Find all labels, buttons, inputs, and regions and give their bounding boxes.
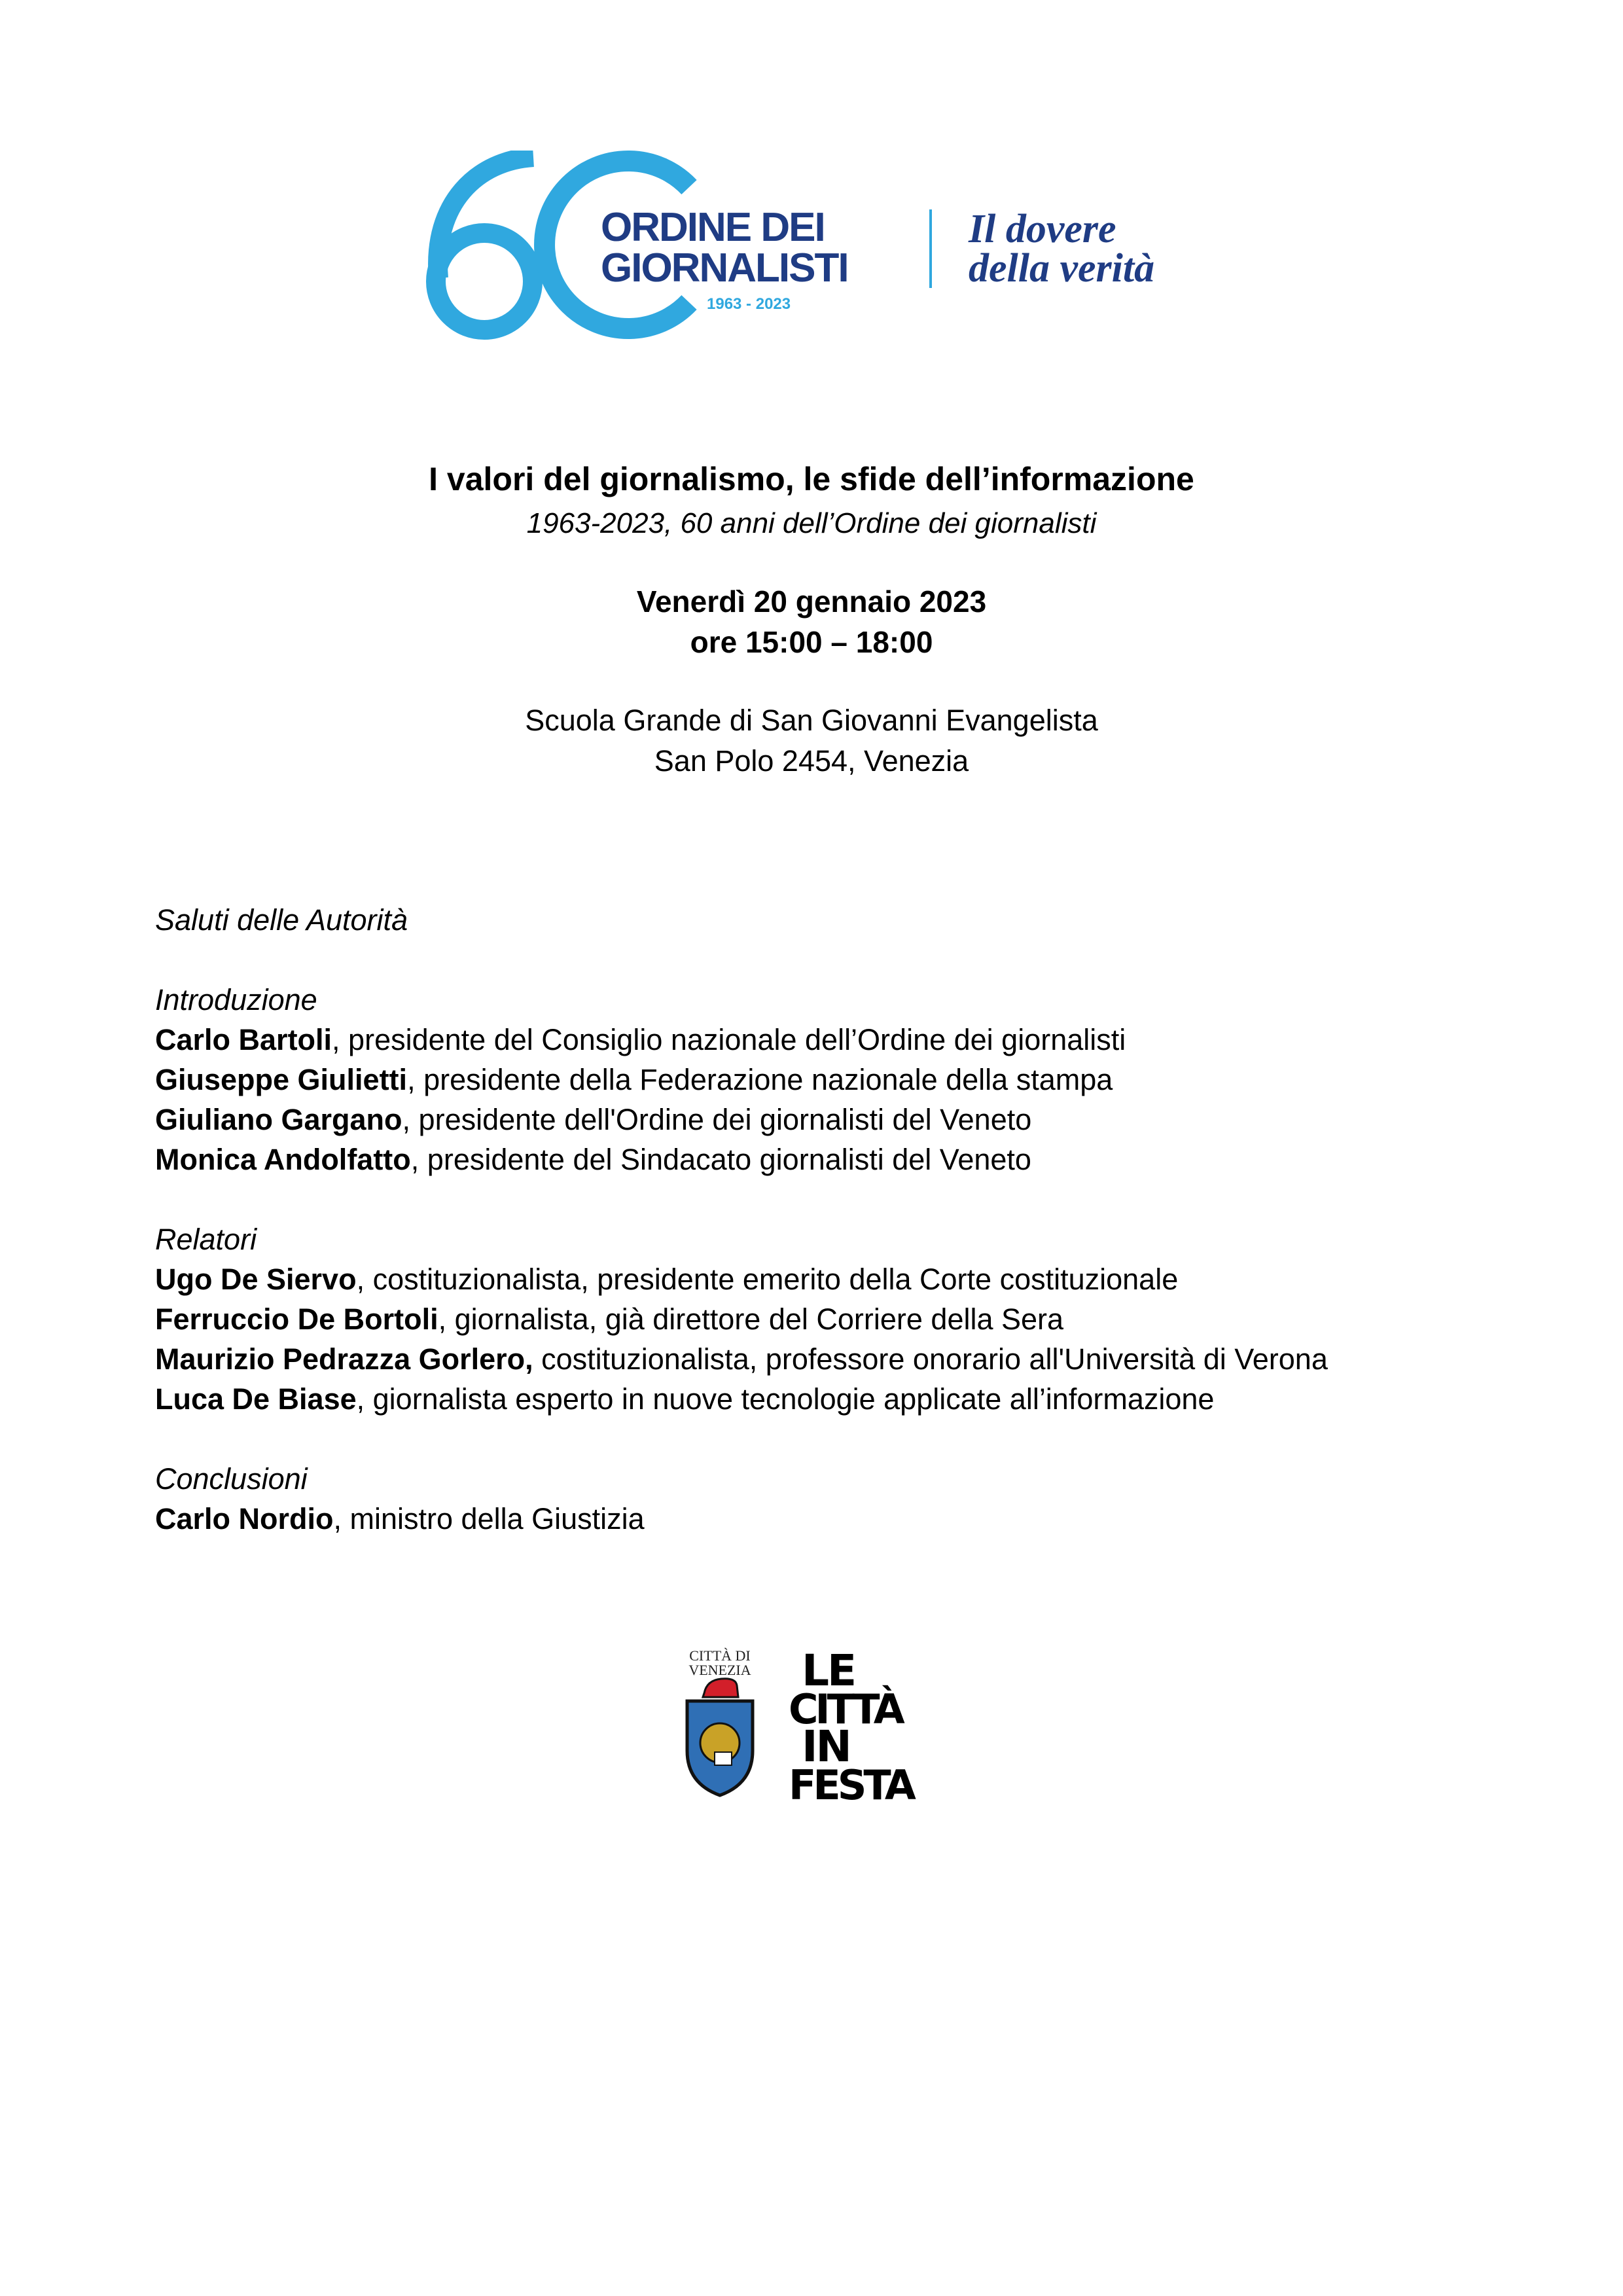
- festa-line-2: CITTÀ: [789, 1685, 902, 1733]
- festa-line-4: FESTA: [789, 1761, 913, 1809]
- person-role: costituzionalista, professore onorario all'Università di Verona: [533, 1342, 1328, 1376]
- event-datetime: [0, 581, 1623, 662]
- festa-line-1: LE: [802, 1646, 855, 1696]
- person-role: , costituzionalista, presidente emerito della Corte costituzionale: [356, 1263, 1179, 1296]
- person-name: Ferruccio De Bortoli: [155, 1302, 438, 1336]
- logo-six-shape: [436, 157, 533, 330]
- logo-years: 1963 - 2023: [707, 295, 791, 313]
- introduction-heading: Introduzione: [155, 983, 317, 1016]
- program-entry: [155, 1139, 1497, 1179]
- person-role: , presidente del Sindacato giornalisti del Veneto: [410, 1143, 1031, 1176]
- program-entry: [155, 1339, 1497, 1379]
- le-citta-in-festa-logo: [789, 1646, 916, 1809]
- citta-di-venezia-logo: [687, 1647, 753, 1795]
- program-entry: [155, 1259, 1497, 1299]
- program-entry: [155, 1100, 1497, 1139]
- ordine-giornalisti-60-logo: [393, 151, 1243, 347]
- program-entry: [155, 1020, 1497, 1060]
- event-date: Venerdì 20 gennaio 2023: [636, 584, 987, 619]
- logo-tagline-line1: Il dovere: [969, 207, 1116, 251]
- footer-logos: [681, 1646, 955, 1816]
- person-role: , giornalista, già direttore del Corriere della Sera: [438, 1302, 1064, 1336]
- venue-address: San Polo 2454, Venezia: [654, 744, 969, 778]
- venezia-logo-line2: VENEZIA: [688, 1662, 751, 1678]
- logo-org-line2: GIORNALISTI: [601, 245, 848, 291]
- event-subtitle: 1963-2023, 60 anni dell’Ordine dei giornalisti: [526, 507, 1097, 539]
- person-role: , presidente del Consiglio nazionale dell’Ordine dei giornalisti: [332, 1023, 1126, 1056]
- greetings-heading: Saluti delle Autorità: [155, 903, 408, 937]
- program-entry: [155, 1060, 1497, 1100]
- program-entry: [155, 1299, 1497, 1339]
- person-name: Giuliano Gargano: [155, 1103, 402, 1136]
- logo-tagline-line2: della verità: [969, 246, 1155, 291]
- program-entry: [155, 1499, 1497, 1539]
- venue-name: Scuola Grande di San Giovanni Evangelista: [525, 704, 1098, 737]
- conclusions-heading: Conclusioni: [155, 1462, 308, 1496]
- person-name: Monica Andolfatto: [155, 1143, 411, 1176]
- doge-cap-icon: [703, 1679, 738, 1697]
- event-title: I valori del giornalismo, le sfide dell’informazione: [429, 461, 1194, 497]
- program: [155, 900, 1497, 1539]
- program-entry: [155, 1379, 1497, 1419]
- speakers-heading: Relatori: [155, 1223, 257, 1256]
- person-name: Carlo Bartoli: [155, 1023, 332, 1056]
- person-name: Maurizio Pedrazza Gorlero,: [155, 1342, 533, 1376]
- person-name: Luca De Biase: [155, 1382, 357, 1416]
- person-role: , ministro della Giustizia: [333, 1502, 645, 1535]
- event-time: ore 15:00 – 18:00: [690, 625, 933, 659]
- person-role: , giornalista esperto in nuove tecnologie applicate all’informazione: [356, 1382, 1215, 1416]
- person-role: , presidente della Federazione nazionale della stampa: [407, 1063, 1113, 1096]
- festa-line-3: IN: [802, 1721, 850, 1772]
- logo-graphic: [393, 151, 1243, 347]
- logo-org-line1: ORDINE DEI: [601, 205, 825, 250]
- event-venue: [0, 700, 1623, 781]
- footer-logos-graphic: [681, 1646, 955, 1816]
- person-name: Giuseppe Giulietti: [155, 1063, 408, 1096]
- venezia-logo-line1: CITTÀ DI: [689, 1647, 751, 1664]
- person-role: , presidente dell'Ordine dei giornalisti del Veneto: [402, 1103, 1032, 1136]
- person-name: Ugo De Siervo: [155, 1263, 357, 1296]
- person-name: Carlo Nordio: [155, 1502, 334, 1535]
